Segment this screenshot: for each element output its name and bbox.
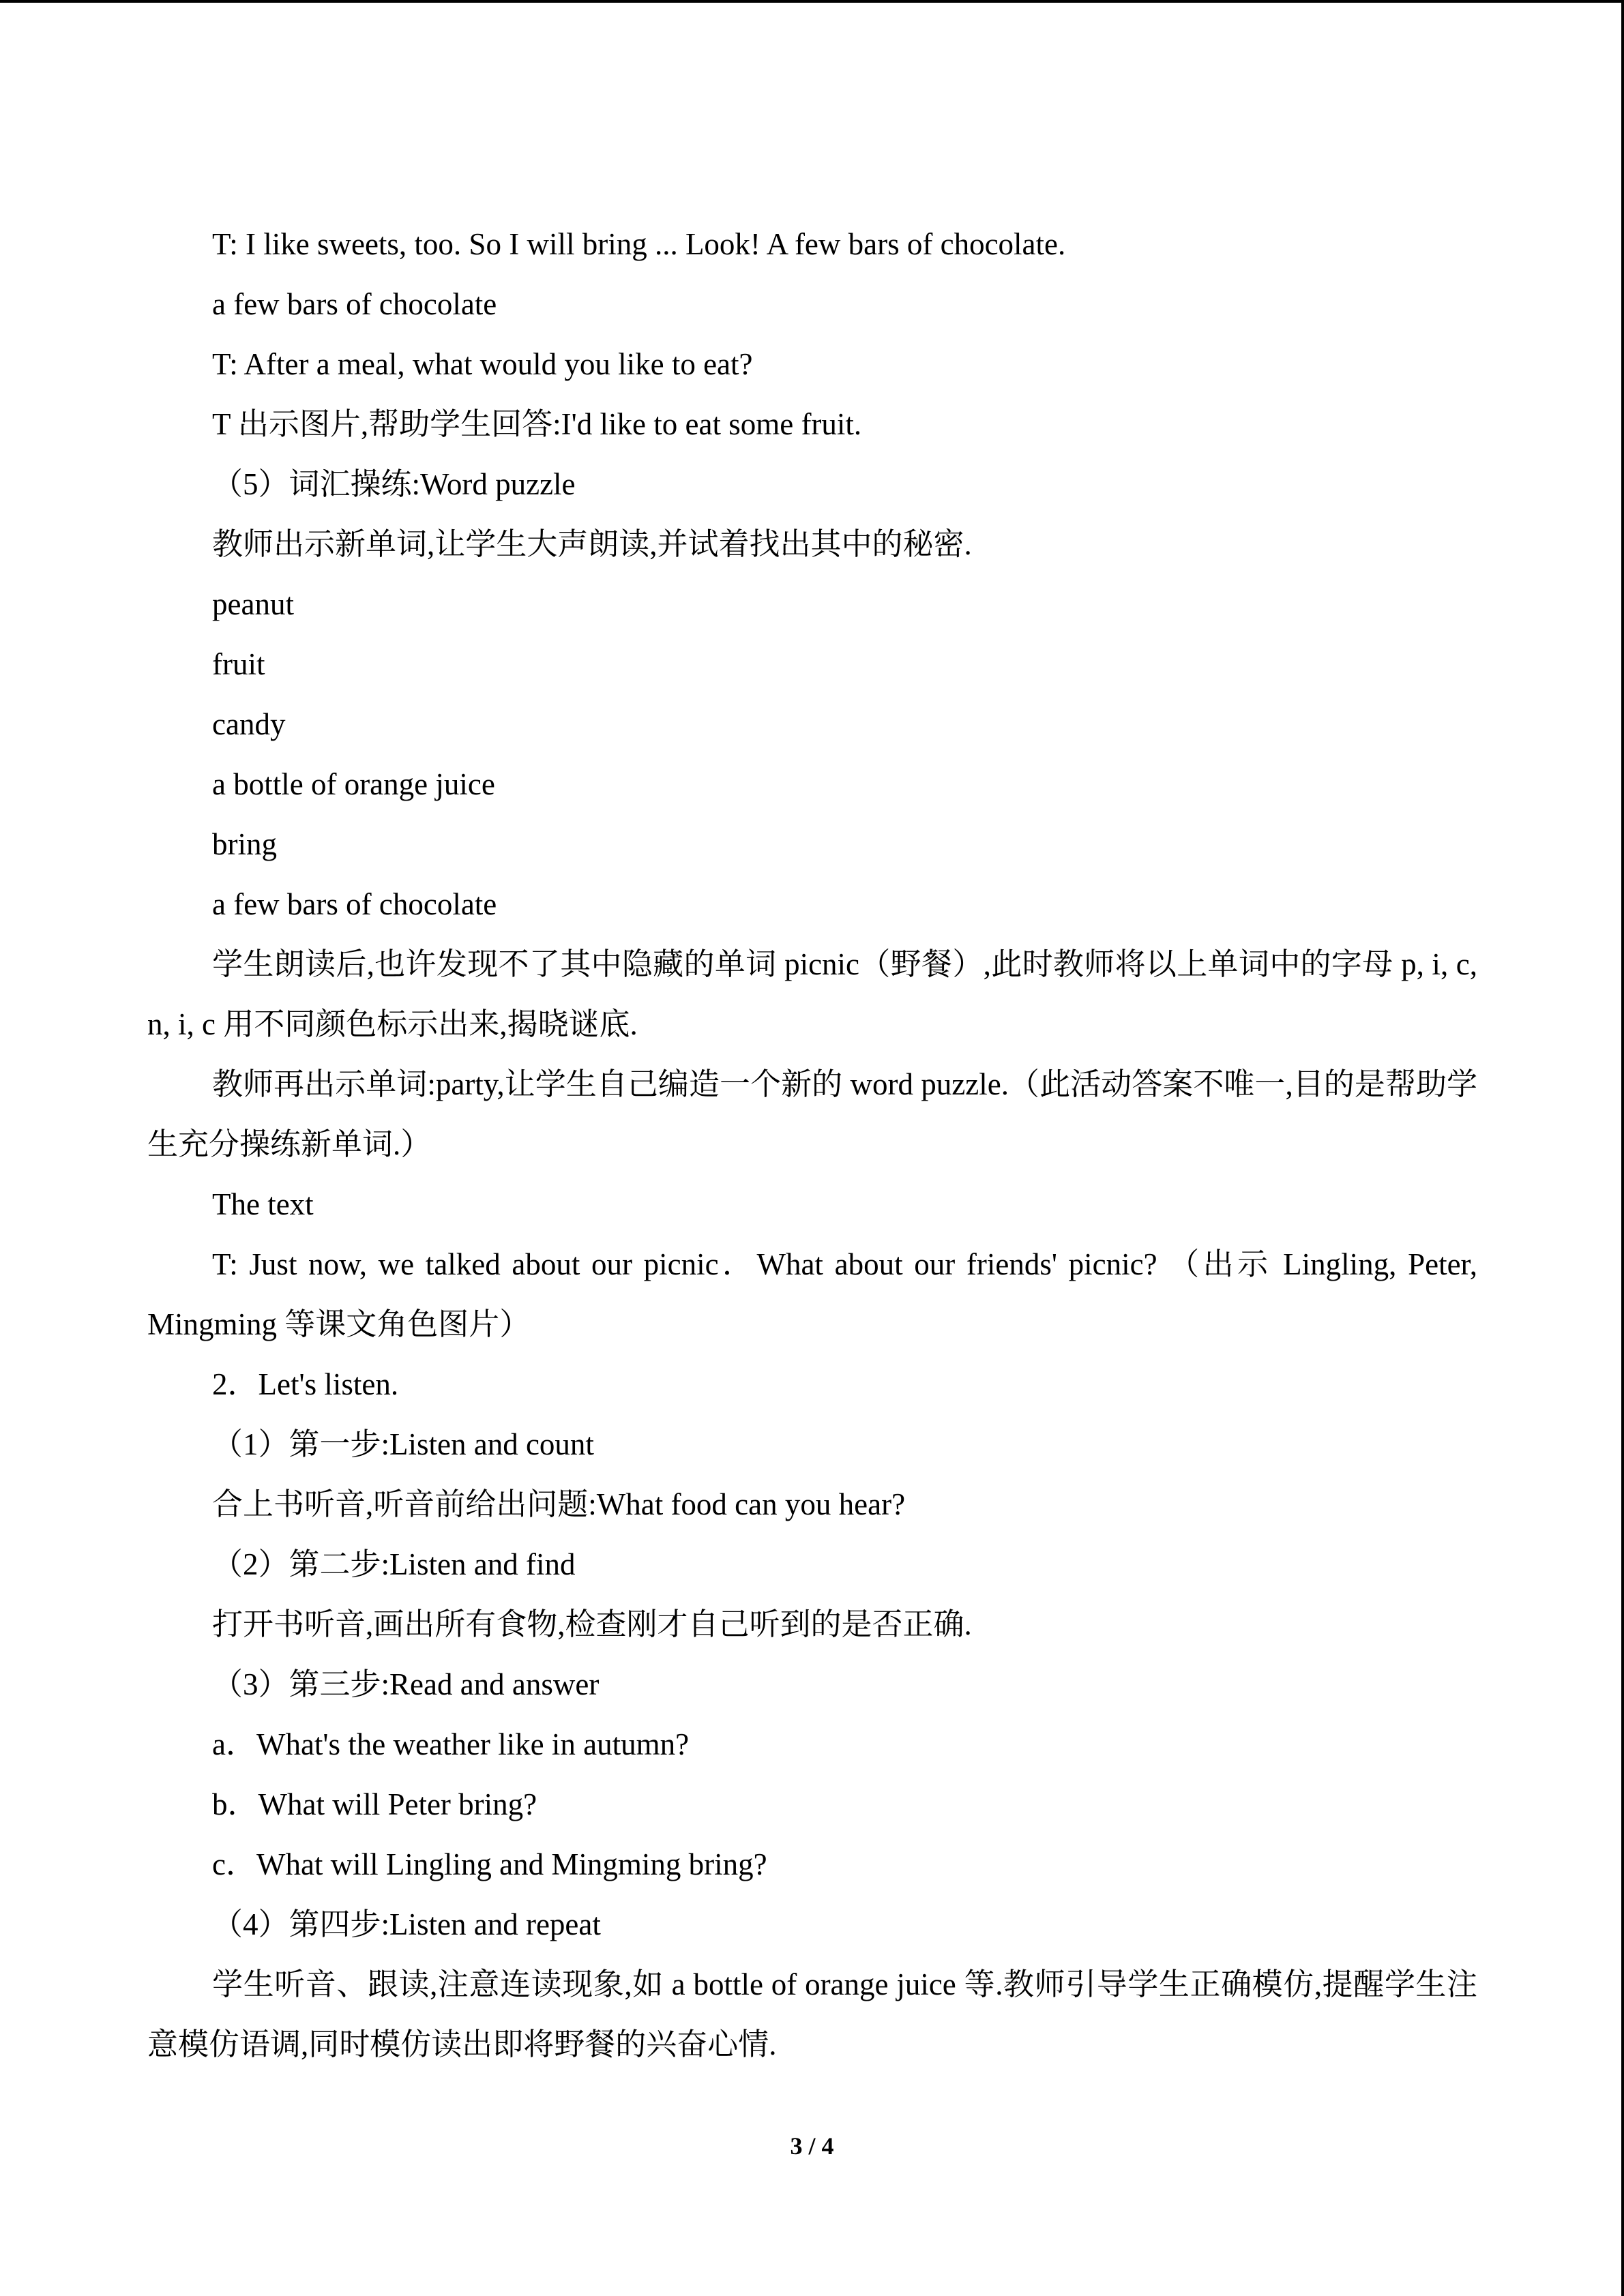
step-heading: （3）第三步:Read and answer <box>212 1667 600 1701</box>
question-item: a．What's the weather like in autumn? <box>212 1727 690 1761</box>
word-item: a bottle of orange juice <box>212 767 495 801</box>
section-heading: （5）词汇操练:Word puzzle <box>212 467 576 501</box>
paragraph-picnic: 学生朗读后,也许发现不了其中隐藏的单词 picnic（野餐）,此时教师将以上单词中的字母 p, i, c, n, i, c 用不同颜色标示出来,揭晓谜底. <box>147 947 1477 1041</box>
word-item: peanut <box>212 587 294 621</box>
text-line: a few bars of chocolate <box>212 287 497 321</box>
page-number: 3 / 4 <box>790 2132 834 2160</box>
step-heading: （1）第一步:Listen and count <box>212 1427 594 1461</box>
word-item: fruit <box>212 647 265 681</box>
paragraph-party: 教师再出示单词:party,让学生自己编造一个新的 word puzzle.（此活动答案不唯一,目的是帮助学生充分操练新单词.） <box>147 1067 1477 1161</box>
question-item: b．What will Peter bring? <box>212 1787 537 1821</box>
paragraph-friends: T: Just now, we talked about our picnic．What about our friends' picnic? （出示 Lingling, Peter, Mingming 等课文角色图片） <box>147 1247 1477 1341</box>
step-heading: （2）第二步:Listen and find <box>212 1547 576 1581</box>
text-line: T: I like sweets, too. So I will bring ... Look! A few bars of chocolate. <box>212 227 1066 261</box>
word-item: candy <box>212 707 286 741</box>
step-heading: （4）第四步:Listen and repeat <box>212 1907 601 1941</box>
document-body <box>147 214 1477 2074</box>
paragraph-repeat: 学生听音、跟读,注意连读现象,如 a bottle of orange juice 等.教师引导学生正确模仿,提醒学生注意模仿语调,同时模仿读出即将野餐的兴奋心情. <box>147 1967 1477 2061</box>
section-heading: 2．Let's listen. <box>212 1367 399 1401</box>
question-item: c．What will Lingling and Mingming bring? <box>212 1847 767 1881</box>
word-item: bring <box>212 827 277 861</box>
text-line: T: After a meal, what would you like to eat? <box>212 347 753 381</box>
text-line: T 出示图片,帮助学生回答:I'd like to eat some fruit. <box>212 407 862 441</box>
text-line: 教师出示新单词,让学生大声朗读,并试着找出其中的秘密. <box>212 527 972 561</box>
text-line: 合上书听音,听音前给出问题:What food can you hear? <box>212 1487 906 1521</box>
section-heading-the-text: The text <box>212 1187 314 1221</box>
text-line: 打开书听音,画出所有食物,检查刚才自己听到的是否正确. <box>212 1607 972 1641</box>
word-item: a few bars of chocolate <box>212 887 497 921</box>
